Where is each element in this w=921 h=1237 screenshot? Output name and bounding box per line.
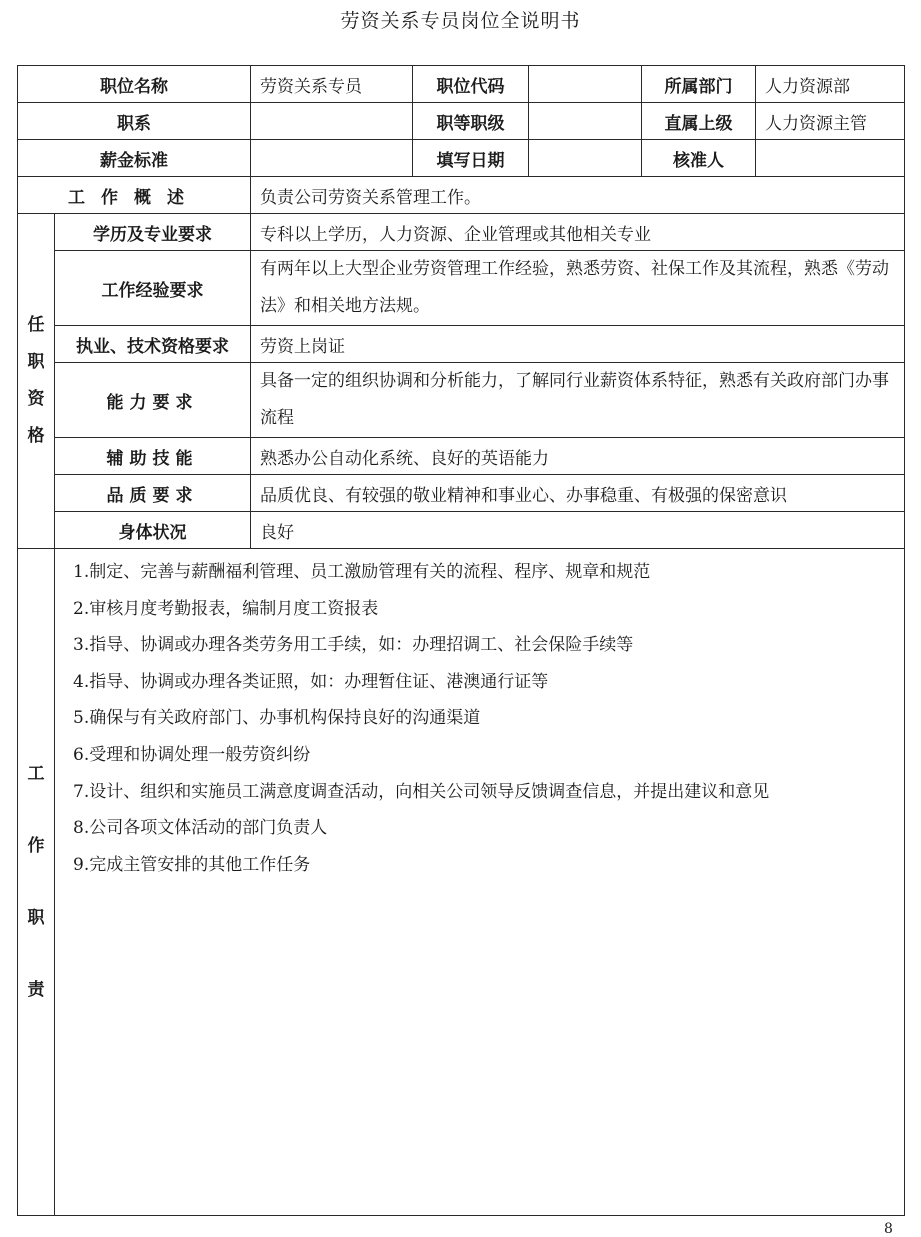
auxiliary-skills-label: 辅助技能 xyxy=(55,438,251,475)
qualification-row xyxy=(18,438,905,475)
experience-value: 有两年以上大型企业劳资管理工作经验，熟悉劳资、社保工作及其流程，熟悉《劳动法》和相关地方法规。 xyxy=(251,251,905,326)
fill-date-value xyxy=(529,140,642,177)
duty-item: 1.制定、完善与薪酬福利管理、员工激励管理有关的流程、程序、规章和规范 xyxy=(73,562,651,582)
qualification-row xyxy=(18,326,905,363)
qualification-row xyxy=(18,512,905,549)
education-value: 专科以上学历，人力资源、企业管理或其他相关专业 xyxy=(251,214,905,251)
job-description-form xyxy=(17,65,905,1216)
duty-item: 6.受理和协调处理一般劳资纠纷 xyxy=(73,744,311,765)
education-label: 学历及专业要求 xyxy=(55,214,251,251)
qualifications-section-label xyxy=(18,214,55,549)
duties-list xyxy=(55,549,905,1216)
duties-label-char: 责 xyxy=(27,980,45,1000)
overview-value: 负责公司劳资关系管理工作。 xyxy=(251,177,905,214)
duties-section-label xyxy=(18,549,55,1216)
page-number: 8 xyxy=(884,1221,893,1237)
job-family-value xyxy=(251,103,413,140)
auxiliary-skills-value: 熟悉办公自动化系统、良好的英语能力 xyxy=(251,438,905,475)
supervisor-value: 人力资源主管 xyxy=(756,103,905,140)
position-code-label: 职位代码 xyxy=(413,66,529,103)
approver-value xyxy=(756,140,905,177)
position-code-value xyxy=(529,66,642,103)
duty-item: 7.设计、组织和实施员工满意度调查活动，向相关公司领导反馈调查信息，并提出建议和意见 xyxy=(73,781,770,802)
health-value: 良好 xyxy=(251,512,905,549)
qualifications-label-char: 格 xyxy=(27,426,45,446)
certification-label: 执业、技术资格要求 xyxy=(55,326,251,363)
qualification-row xyxy=(18,214,905,251)
document-title: 劳资关系专员岗位全说明书 xyxy=(340,10,581,32)
header-row-1 xyxy=(18,66,905,103)
job-family-label: 职系 xyxy=(18,103,251,140)
duty-item: 8.公司各项文体活动的部门负责人 xyxy=(73,818,328,839)
duties-row xyxy=(18,549,905,1216)
department-label: 所属部门 xyxy=(642,66,756,103)
quality-value: 品质优良、有较强的敬业精神和事业心、办事稳重、有极强的保密意识 xyxy=(251,475,905,512)
duties-label-char: 工 xyxy=(27,764,45,784)
position-name-value: 劳资关系专员 xyxy=(251,66,413,103)
duty-item: 3.指导、协调或办理各类劳务用工手续，如：办理招调工、社会保险手续等 xyxy=(73,635,634,656)
header-row-2 xyxy=(18,103,905,140)
salary-label: 薪金标准 xyxy=(18,140,251,177)
ability-value: 具备一定的组织协调和分析能力，了解同行业薪资体系特征，熟悉有关政府部门办事流程 xyxy=(251,363,905,438)
certification-value: 劳资上岗证 xyxy=(251,326,905,363)
duties-label-char: 职 xyxy=(27,908,45,928)
position-name-label: 职位名称 xyxy=(18,66,251,103)
department-value: 人力资源部 xyxy=(756,66,905,103)
qualifications-label-char: 资 xyxy=(27,389,45,409)
health-label: 身体状况 xyxy=(55,512,251,549)
qualification-row xyxy=(18,475,905,512)
approver-label: 核准人 xyxy=(642,140,756,177)
quality-label: 品质要求 xyxy=(55,475,251,512)
supervisor-label: 直属上级 xyxy=(642,103,756,140)
grade-value xyxy=(529,103,642,140)
fill-date-label: 填写日期 xyxy=(413,140,529,177)
qualifications-label-char: 任 xyxy=(27,315,45,335)
experience-label: 工作经验要求 xyxy=(55,251,251,326)
ability-label: 能力要求 xyxy=(55,363,251,438)
qualification-row xyxy=(18,251,905,326)
qualifications-label-char: 职 xyxy=(27,352,45,372)
duty-item: 9.完成主管安排的其他工作任务 xyxy=(73,854,311,875)
duty-item: 5.确保与有关政府部门、办事机构保持良好的沟通渠道 xyxy=(73,708,481,729)
header-row-3 xyxy=(18,140,905,177)
duty-item: 2.审核月度考勤报表，编制月度工资报表 xyxy=(73,598,379,619)
qualification-row xyxy=(18,363,905,438)
duties-label-char: 作 xyxy=(27,836,45,856)
salary-value xyxy=(251,140,413,177)
grade-label: 职等职级 xyxy=(413,103,529,140)
overview-label: 工作概述 xyxy=(18,177,251,214)
duty-item: 4.指导、协调或办理各类证照，如：办理暂住证、港澳通行证等 xyxy=(73,671,549,692)
overview-row xyxy=(18,177,905,214)
